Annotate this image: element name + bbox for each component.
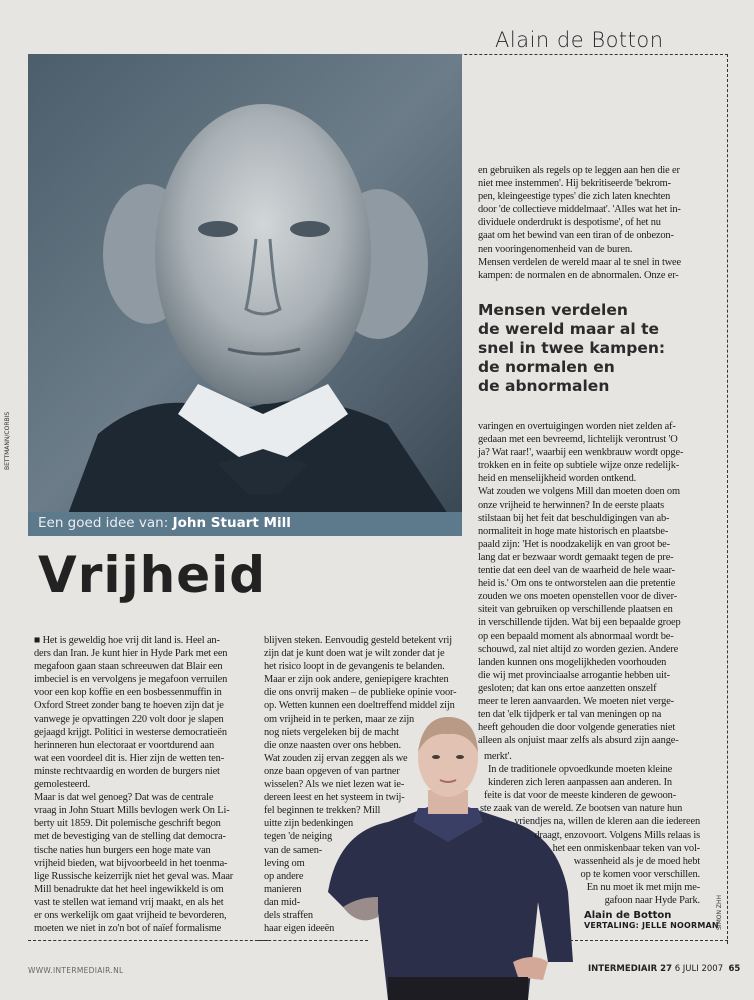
text-line: het een onmiskenbaar teken van vol-	[552, 842, 700, 854]
text-line: de abnormalen	[478, 377, 610, 395]
text-line: onze vrijheid te herwinnen? In de eerste plaats	[478, 499, 664, 511]
text-line: megafoon gaan staan schreeuwen dat Blair een	[34, 661, 223, 673]
text-line: lang dat er bezwaar wordt gemaakt tegen de pre-	[478, 551, 674, 563]
author-header: Alain de Botton	[495, 28, 664, 52]
text-line: wisselen? Als we niet lezen wat ie-	[264, 779, 405, 791]
article-headline: Vrijheid	[38, 546, 267, 604]
text-line: tegen 'de neiging	[264, 831, 332, 843]
text-line: En nu moet ik met mijn me-	[586, 881, 700, 893]
text-column-right-top	[478, 164, 681, 282]
text-line: herinneren hun electoraat er voortdurend aan	[34, 739, 215, 751]
text-line: gemolesteerd.	[34, 779, 91, 791]
text-line: stilstaan bij het feit dat beschuldigingen van ab-	[478, 512, 670, 524]
text-line: uitte zijn bedenkingen	[264, 818, 354, 830]
dashed-divider	[28, 940, 268, 941]
text-line: ders dan Iran. Je kunt hier in Hyde Park met een	[34, 648, 228, 660]
text-line: moeten we niet in zo'n bot of naïef formalisme	[34, 923, 222, 935]
text-line: haar eigen ideeën	[264, 923, 335, 935]
text-line: Maar er zijn ook andere, geniepigere krachten	[264, 674, 449, 686]
caption-prefix: Een goed idee van:	[38, 515, 169, 531]
text-line: Mensen verdelen de wereld maar al te snel in twee	[478, 256, 681, 268]
text-line: manieren	[264, 883, 302, 895]
footer-website: WWW.INTERMEDIAIR.NL	[28, 966, 124, 975]
text-line: om vrijheid in te perken, maar ze zijn	[264, 713, 415, 725]
text-line: kampen: de normalen en de abnormalen. Onze er-	[478, 269, 679, 281]
text-line: heid is.' Om ons te ontworstelen aan die pretentie	[478, 578, 676, 590]
text-line: paald zijn: 'Het is noodzakelijk en van groot be-	[478, 538, 670, 550]
text-line: van de samen-	[264, 844, 323, 856]
text-line: leving om	[264, 857, 305, 869]
text-line: heeft gehouden die door volgende generaties niet	[478, 722, 676, 734]
text-line: de wereld maar al te	[478, 320, 659, 338]
text-line: Maar is dat wel genoeg? Dat was de centrale	[34, 792, 214, 804]
text-line: berty uit 1859. Dit polemische geschrift begon	[34, 818, 221, 830]
text-line: Mill benadrukte dat het heel ingewikkeld is om	[34, 883, 224, 895]
text-column-right-bottom	[480, 750, 700, 907]
text-line: alleen als onjuist maar zelfs als absurd zijn aange-	[478, 735, 679, 747]
author-signature	[584, 910, 719, 930]
text-line: varingen en overtuigingen worden niet zelden af-	[478, 421, 676, 432]
footer-date: 6 JULI 2007	[674, 964, 724, 974]
text-line: wat een voordeel dit is. Hier zijn de wetten ten-	[34, 752, 225, 764]
text-line: zijn dat je kunt doen wat je wilt zonder dat je	[264, 648, 445, 660]
text-line: Mensen verdelen	[478, 301, 628, 319]
text-line: door 'de collectieve middelmaat'. 'Alles wat het in-	[478, 204, 681, 216]
footer-issue	[588, 964, 740, 974]
text-line: draagt, enzovoort. Volgens Mills relaas is	[534, 829, 700, 841]
text-line: gejaagd krijgt. Politici in westerse democratieën	[34, 726, 227, 738]
text-line: gaat om het bewind van een tiran of de onbezon-	[478, 230, 674, 242]
text-line: blijven steken. Eenvoudig gesteld betekent vrij	[264, 635, 453, 646]
text-line: merkt'.	[484, 751, 512, 762]
text-line: snel in twee kampen:	[478, 339, 666, 357]
text-line: dereen leest en het systeem in twij-	[264, 792, 405, 804]
text-line: in verschillende tijden. Wat bij een bepaalde groep	[478, 617, 681, 629]
text-line: die onze naasten over ons hebben.	[264, 739, 402, 751]
text-line: gafoon naar Hyde Park.	[604, 895, 700, 907]
text-line: op andere	[264, 870, 304, 882]
pull-quote	[478, 301, 665, 396]
portrait-caption	[38, 515, 291, 531]
text-line: heid en menselijkheid worden ontkend.	[478, 473, 637, 485]
text-line: ste zaak van de wereld. Ze bootsen van nature hun	[480, 803, 683, 815]
text-line: niet mee instemmen'. Hij bekritiseerde 'bekrom-	[478, 178, 671, 190]
portrait-john-stuart-mill	[28, 54, 462, 514]
text-line: met de bevestiging van de stelling dat democra-	[34, 831, 226, 843]
text-line: meer te leren aanvaarden. We moeten niet verge-	[478, 695, 674, 707]
text-column-left	[34, 634, 233, 935]
signature-translator: VERTALING: JELLE NOORMAN	[584, 921, 719, 930]
text-line: landen kunnen ons mogelijkheden voorhouden	[478, 656, 667, 668]
text-line: In de traditionele opvoedkunde moeten kleine	[488, 764, 673, 776]
text-line: kinderen zich leren aanpassen aan anderen. In	[488, 777, 672, 789]
caption-name: John Stuart Mill	[172, 515, 291, 531]
text-line: dan mid-	[264, 896, 301, 908]
text-line: lige Russische keizerrijk niet het geval was. Maar	[34, 870, 234, 882]
text-line: gedaan met een bevreemd, lichtelijk verontrust 'O	[478, 434, 678, 446]
text-line: vriendjes na, willen de kleren aan die iedereen	[514, 816, 700, 828]
text-line: en gebruiken als regels op te leggen aan hen die er	[478, 165, 680, 176]
text-line: vraag in John Stuart Mills bevlogen werk On Li-	[34, 805, 230, 817]
text-line: ■ Het is geweldig hoe vrij dit land is. Heel an-	[34, 635, 220, 646]
text-line: Wat zouden we volgens Mill dan moeten doen om	[478, 486, 680, 498]
text-line: imbeciel is en vervolgens je megafoon verruilen	[34, 674, 228, 686]
text-line: vast te stellen wat iemand vrij maakt, en als het	[34, 896, 224, 908]
photo-credit: SIMON ZHH	[716, 894, 723, 930]
text-line: voor een kop koffie en een bosbessenmuffin in	[34, 687, 222, 699]
text-line: wassenheid als je de moed hebt	[573, 855, 700, 867]
text-line: trokken en in feite op subtiele wijze onze redelijk-	[478, 460, 680, 472]
text-line: tische naties hun burgers een hoge mate van	[34, 844, 211, 856]
page-number: 65	[728, 964, 741, 974]
footer-magazine: INTERMEDIAIR 27	[588, 964, 672, 974]
text-column-right-middle	[478, 420, 683, 747]
text-line: tentie dat een deel van de waarheid de hele waar-	[478, 565, 675, 577]
text-line: Wat zouden zij ervan zeggen als we	[264, 752, 408, 764]
text-line: dividuele onderdrukt is despotisme', of het nu	[478, 217, 661, 229]
text-line: fel beginnen te trekken? Mill	[264, 805, 381, 817]
text-line: nen vooringenomenheid van de buren.	[478, 243, 633, 255]
text-line: normaliteit in hoge mate historisch en plaatsbe-	[478, 525, 669, 537]
text-line: er ons werkelijk om gaat vrijheid te bevorderen,	[34, 909, 227, 921]
text-line: op te komen voor verschillen.	[580, 868, 700, 880]
text-line: op een bepaald moment als abnormaal wordt be-	[478, 630, 674, 642]
text-line: onze baan opgeven of van partner	[264, 765, 400, 777]
text-line: dels straffen	[264, 909, 313, 921]
text-line: zouden we ons moeten openstellen voor de diver-	[478, 591, 678, 603]
text-line: minste rechtvaardig en worden de burgers niet	[34, 765, 220, 777]
text-line: schouwd, zal niet altijd zo worden gezien. Andere	[478, 643, 679, 655]
text-line: vanwege je opvattingen 220 volt door je slapen	[34, 713, 224, 725]
dashed-divider	[570, 940, 728, 941]
text-line: vrijheid bieden, wat bijvoorbeeld in het toenma-	[34, 857, 228, 869]
text-line: gesloten; dat kan ons ertoe aanzetten onszelf	[478, 682, 657, 694]
text-line: de normalen en	[478, 358, 615, 376]
text-line: Oxford Street zonder bang te hoeven zijn dat je	[34, 700, 224, 712]
signature-author: Alain de Botton	[584, 910, 672, 921]
text-line: ten dat 'elk tijdperk er tal van meningen op na	[478, 709, 662, 721]
text-line: nog niets vergeleken bij de macht	[264, 726, 399, 738]
text-line: op. Wetten kunnen een doeltreffend middel zijn	[264, 700, 455, 712]
text-line: feite is dat voor de meeste kinderen de gewoon-	[484, 790, 677, 802]
text-line: die wij met provinciaalse arrogantie hebben uit-	[478, 669, 670, 681]
text-line: ja? Wat raar!', waarbij een wenkbrauw wordt opge-	[478, 447, 684, 459]
photo-credit: BETTMANN/CORBIS	[4, 411, 11, 470]
text-line: het risico loopt in de gevangenis te belanden.	[264, 661, 445, 673]
text-line: die ons onvrij maken – de publieke opinie voor-	[264, 687, 457, 699]
text-line: siteit van gebruiken op verschillende plaatsen en	[478, 604, 673, 616]
text-line: pen, kleingeestige types' die zich laten knechten	[478, 191, 671, 203]
